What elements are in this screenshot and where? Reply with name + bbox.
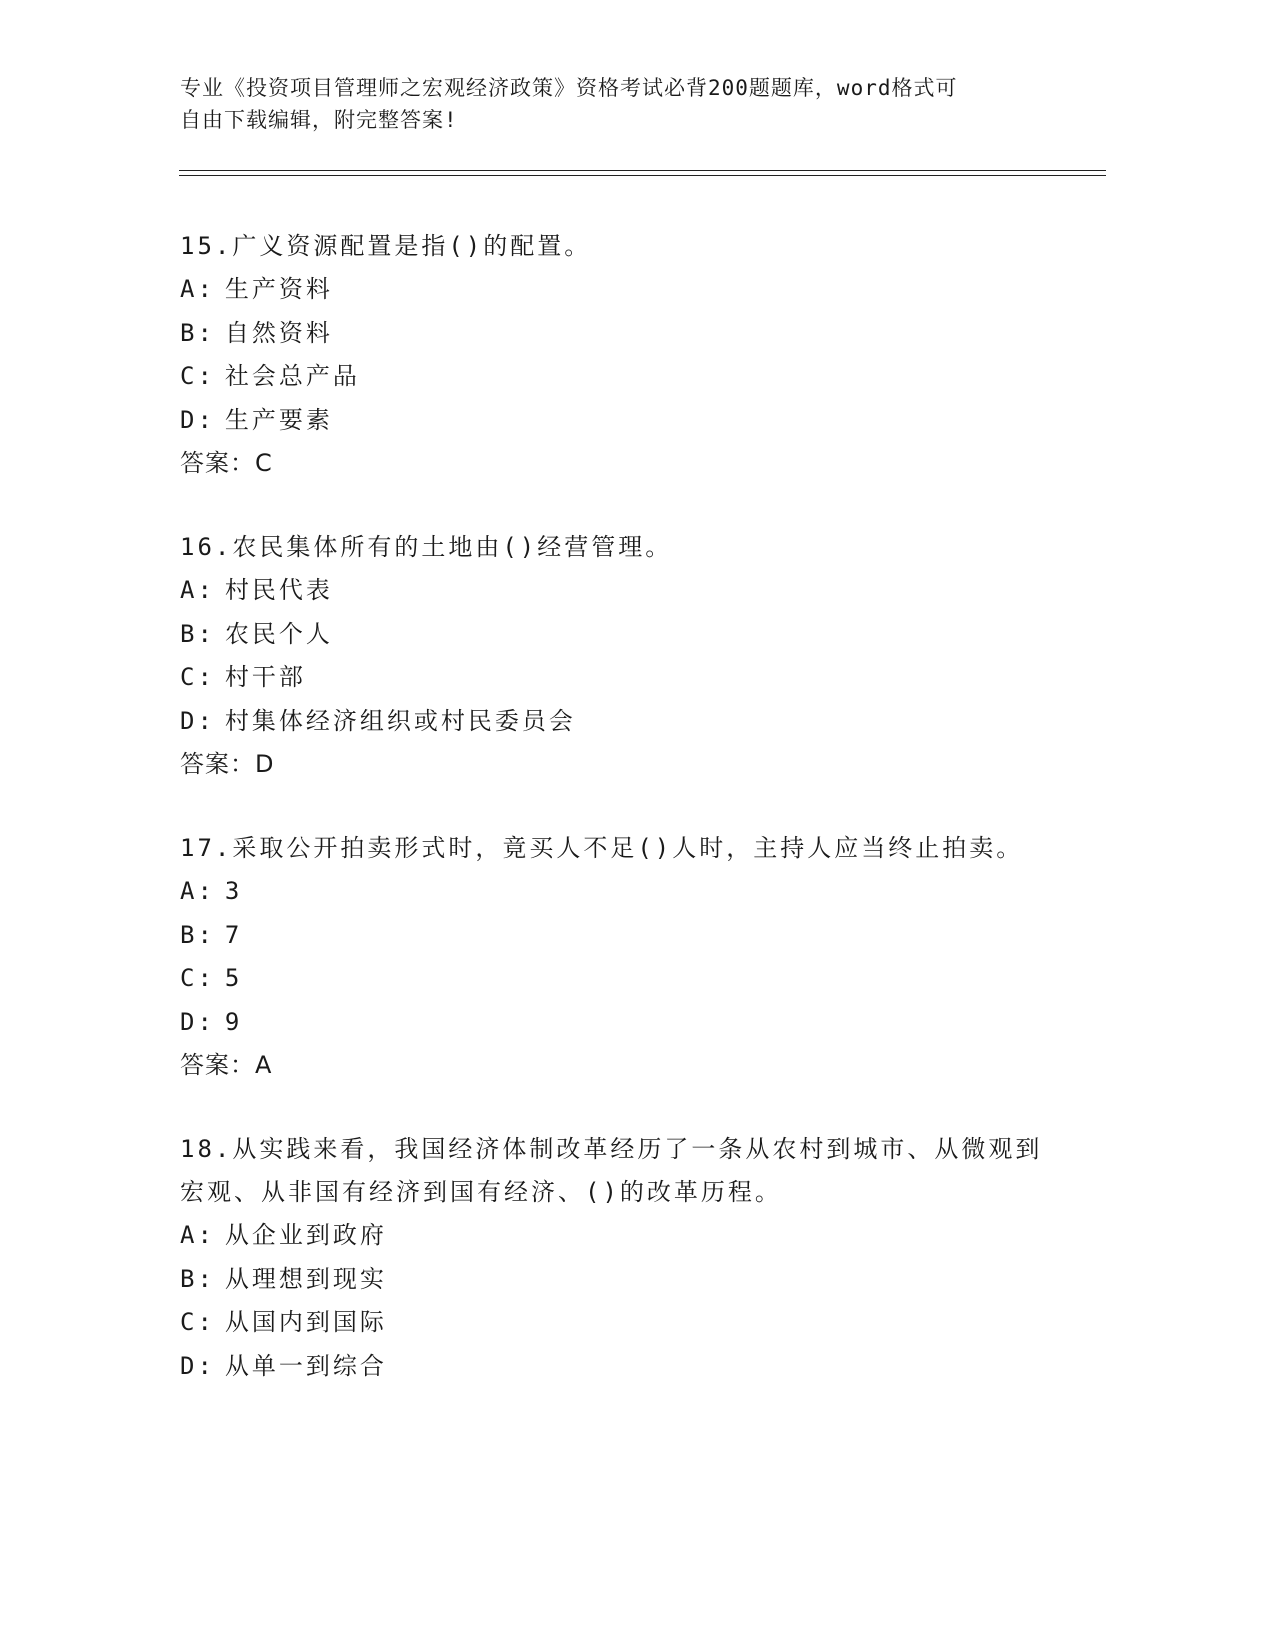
option-text: 社会总产品 bbox=[224, 362, 360, 390]
option-text: 农民个人 bbox=[224, 619, 333, 648]
question-title: 16.农民集体所有的土地由()经营管理。 bbox=[180, 533, 673, 561]
option-d bbox=[180, 399, 1060, 443]
option-b bbox=[180, 914, 1060, 958]
option-key: A: bbox=[180, 877, 215, 905]
option-b bbox=[180, 312, 1060, 356]
option-text: 从理想到现实 bbox=[224, 1264, 387, 1293]
option-c bbox=[180, 656, 1060, 700]
question-16 bbox=[180, 526, 1060, 786]
option-key: D: bbox=[180, 706, 215, 735]
option-d bbox=[180, 1345, 1060, 1389]
option-text: 村民代表 bbox=[224, 576, 333, 604]
option-a bbox=[180, 870, 1060, 914]
question-15 bbox=[180, 225, 1060, 485]
option-key: B: bbox=[180, 619, 215, 648]
option-a bbox=[180, 569, 1060, 613]
header-line-1: 专业《投资项目管理师之宏观经济政策》资格考试必背200题题库，word格式可 bbox=[180, 76, 958, 100]
option-c bbox=[180, 355, 1060, 399]
option-text: 3 bbox=[224, 877, 243, 905]
option-text: 9 bbox=[224, 1007, 243, 1036]
header-line-2: 自由下载编辑，附完整答案! bbox=[180, 108, 458, 132]
option-c bbox=[180, 1301, 1060, 1345]
option-c bbox=[180, 957, 1060, 1001]
option-b bbox=[180, 613, 1060, 657]
answer-line: 答案：D bbox=[180, 750, 275, 778]
option-text: 7 bbox=[224, 920, 243, 949]
option-key: D: bbox=[180, 405, 215, 434]
question-title: 17.采取公开拍卖形式时，竟买人不足()人时，主持人应当终止拍卖。 bbox=[180, 834, 1024, 862]
question-17 bbox=[180, 827, 1060, 1087]
option-a bbox=[180, 1214, 1060, 1258]
option-key: C: bbox=[180, 663, 215, 691]
option-d bbox=[180, 700, 1060, 744]
option-text: 从企业到政府 bbox=[224, 1221, 387, 1249]
option-key: B: bbox=[180, 1264, 215, 1293]
option-text: 村干部 bbox=[224, 663, 306, 691]
option-key: C: bbox=[180, 1308, 215, 1336]
option-key: C: bbox=[180, 362, 215, 390]
option-key: A: bbox=[180, 1221, 215, 1249]
answer-line: 答案：C bbox=[180, 449, 273, 477]
option-text: 从国内到国际 bbox=[224, 1308, 387, 1336]
option-key: B: bbox=[180, 318, 215, 347]
option-text: 从单一到综合 bbox=[224, 1351, 387, 1380]
option-key: D: bbox=[180, 1351, 215, 1380]
option-key: A: bbox=[180, 576, 215, 604]
option-key: D: bbox=[180, 1007, 215, 1036]
option-a bbox=[180, 268, 1060, 312]
header-divider-bottom bbox=[179, 175, 1106, 176]
question-18 bbox=[180, 1128, 1060, 1388]
question-title: 18.从实践来看，我国经济体制改革经历了一条从农村到城市、从微观到宏观、从非国有经济到国有经济、()的改革历程。 bbox=[180, 1135, 1043, 1206]
option-text: 5 bbox=[224, 964, 243, 992]
option-key: C: bbox=[180, 964, 215, 992]
answer-line: 答案：A bbox=[180, 1051, 273, 1079]
option-key: A: bbox=[180, 275, 215, 303]
question-list bbox=[180, 225, 1060, 1429]
document-header bbox=[180, 72, 1040, 136]
option-text: 生产要素 bbox=[224, 405, 333, 434]
option-b bbox=[180, 1258, 1060, 1302]
option-d bbox=[180, 1001, 1060, 1045]
option-text: 自然资料 bbox=[224, 318, 333, 347]
option-text: 生产资料 bbox=[224, 275, 333, 303]
header-divider-top bbox=[179, 170, 1106, 171]
option-key: B: bbox=[180, 920, 215, 949]
question-title: 15.广义资源配置是指()的配置。 bbox=[180, 232, 592, 260]
option-text: 村集体经济组织或村民委员会 bbox=[224, 706, 576, 735]
